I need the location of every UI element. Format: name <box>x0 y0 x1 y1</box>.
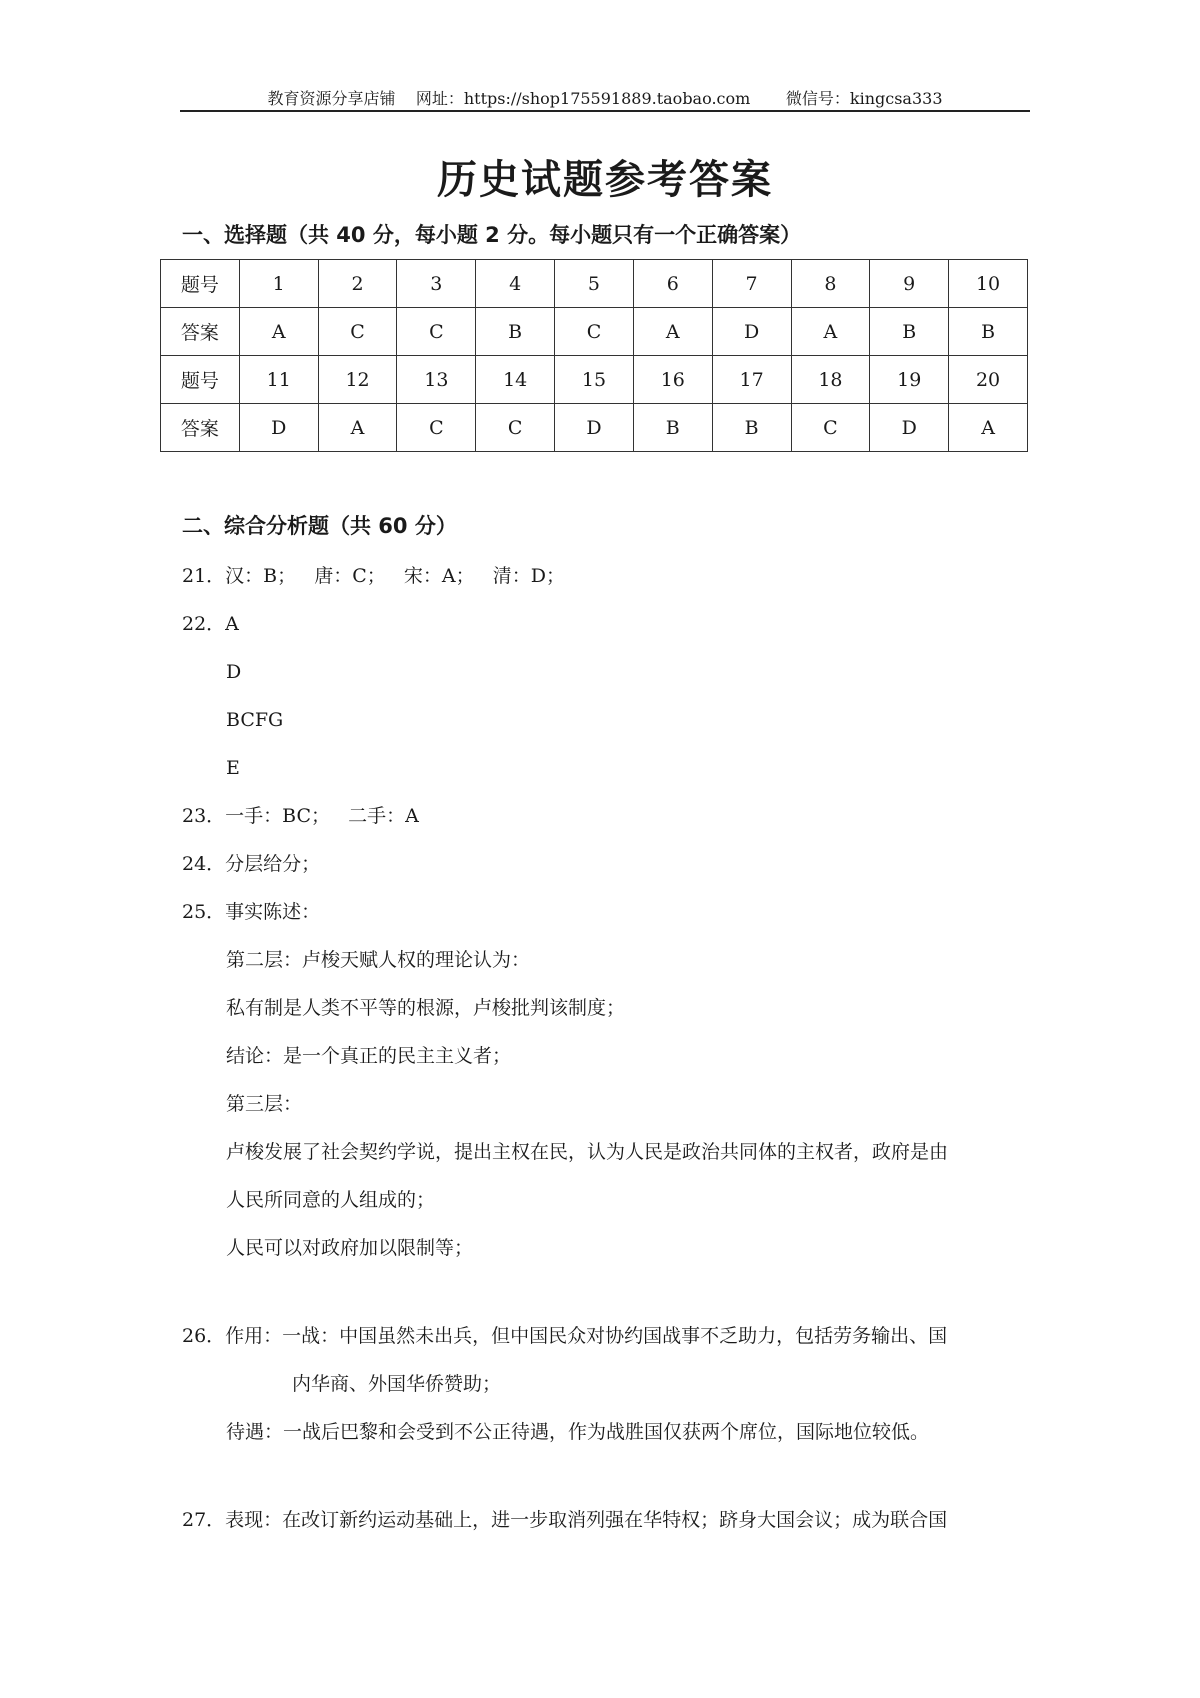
table-cell: 8 <box>791 260 870 308</box>
answer-line-25-social-contract: 卢梭发展了社会契约学说，提出主权在民，认为人民是政治共同体的主权者，政府是由 <box>226 1141 949 1163</box>
table-cell: 7 <box>712 260 791 308</box>
table-row <box>161 404 1028 452</box>
table-cell: 2 <box>318 260 397 308</box>
table-cell: 14 <box>476 356 555 404</box>
table-cell: 3 <box>397 260 476 308</box>
answer-line-25-layer2: 第二层：卢梭天赋人权的理论认为： <box>226 949 531 971</box>
table-cell: D <box>239 404 318 452</box>
answer-line-26: 26．作用：一战：中国虽然未出兵，但中国民众对协约国战事不乏助力，包括劳务输出、国 <box>182 1325 948 1347</box>
table-cell: 4 <box>476 260 555 308</box>
table-cell: 答案 <box>161 308 240 356</box>
table-cell: C <box>555 308 634 356</box>
answer-line-24: 24．分层给分； <box>182 853 321 875</box>
answer-line-25-private-property: 私有制是人类不平等的根源，卢梭批判该制度； <box>226 997 626 1019</box>
table-row <box>161 356 1028 404</box>
table-cell: B <box>476 308 555 356</box>
page-header: 教育资源分享店铺 网址：https://shop175591889.taobao.com 微信号：kingcsa333 <box>267 89 943 108</box>
answer-line-26-continued: 内华商、外国华侨赞助； <box>292 1373 502 1395</box>
table-cell: A <box>239 308 318 356</box>
answer-line-23: 23．一手：BC； 二手：A <box>182 805 419 827</box>
header-divider <box>180 110 1030 112</box>
table-cell: 19 <box>870 356 949 404</box>
table-cell: 1 <box>239 260 318 308</box>
table-cell: A <box>791 308 870 356</box>
answer-line-25: 25．事实陈述： <box>182 901 321 923</box>
table-cell: 15 <box>555 356 634 404</box>
table-cell: 9 <box>870 260 949 308</box>
table-row <box>161 308 1028 356</box>
table-cell: D <box>555 404 634 452</box>
answer-line-22-d: D <box>226 661 242 683</box>
table-cell: 答案 <box>161 404 240 452</box>
answer-line-26-treatment: 待遇：一战后巴黎和会受到不公正待遇，作为战胜国仅获两个席位，国际地位较低。 <box>226 1421 930 1443</box>
table-cell: D <box>712 308 791 356</box>
table-cell: 6 <box>633 260 712 308</box>
table-cell: 题号 <box>161 356 240 404</box>
answer-line-25-layer3: 第三层： <box>226 1093 303 1115</box>
answer-line-22-e: E <box>226 757 240 779</box>
table-cell: A <box>949 404 1028 452</box>
answer-line-22-bcfg: BCFG <box>226 709 284 731</box>
table-cell: 5 <box>555 260 634 308</box>
table-cell: C <box>476 404 555 452</box>
answer-table <box>160 259 1028 452</box>
table-cell: C <box>397 308 476 356</box>
table-cell: B <box>633 404 712 452</box>
table-cell: C <box>318 308 397 356</box>
section-heading-analysis: 二、综合分析题（共 60 分） <box>182 514 457 538</box>
table-cell: 16 <box>633 356 712 404</box>
table-cell: 题号 <box>161 260 240 308</box>
table-cell: A <box>318 404 397 452</box>
table-cell: A <box>633 308 712 356</box>
answer-line-27: 27．表现：在改订新约运动基础上，进一步取消列强在华特权；跻身大国会议；成为联合国 <box>182 1509 948 1531</box>
table-cell: B <box>712 404 791 452</box>
section-heading-multiple-choice: 一、选择题（共 40 分，每小题 2 分。每小题只有一个正确答案） <box>182 223 802 247</box>
answer-line-25-limit: 人民可以对政府加以限制等； <box>226 1237 474 1259</box>
table-cell: 13 <box>397 356 476 404</box>
table-row <box>161 260 1028 308</box>
table-cell: 10 <box>949 260 1028 308</box>
table-cell: D <box>870 404 949 452</box>
table-cell: 11 <box>239 356 318 404</box>
answer-line-21: 21．汉：B； 唐：C； 宋：A； 清：D； <box>182 565 565 587</box>
document-title: 历史试题参考答案 <box>437 157 773 203</box>
table-cell: 17 <box>712 356 791 404</box>
table-cell: B <box>870 308 949 356</box>
table-cell: 18 <box>791 356 870 404</box>
table-cell: C <box>397 404 476 452</box>
table-cell: 12 <box>318 356 397 404</box>
answer-line-22: 22．A <box>182 613 239 635</box>
table-cell: C <box>791 404 870 452</box>
table-cell: 20 <box>949 356 1028 404</box>
answer-line-25-conclusion: 结论：是一个真正的民主主义者； <box>226 1045 512 1067</box>
answer-line-25-people-government: 人民所同意的人组成的； <box>226 1189 436 1211</box>
table-cell: B <box>949 308 1028 356</box>
